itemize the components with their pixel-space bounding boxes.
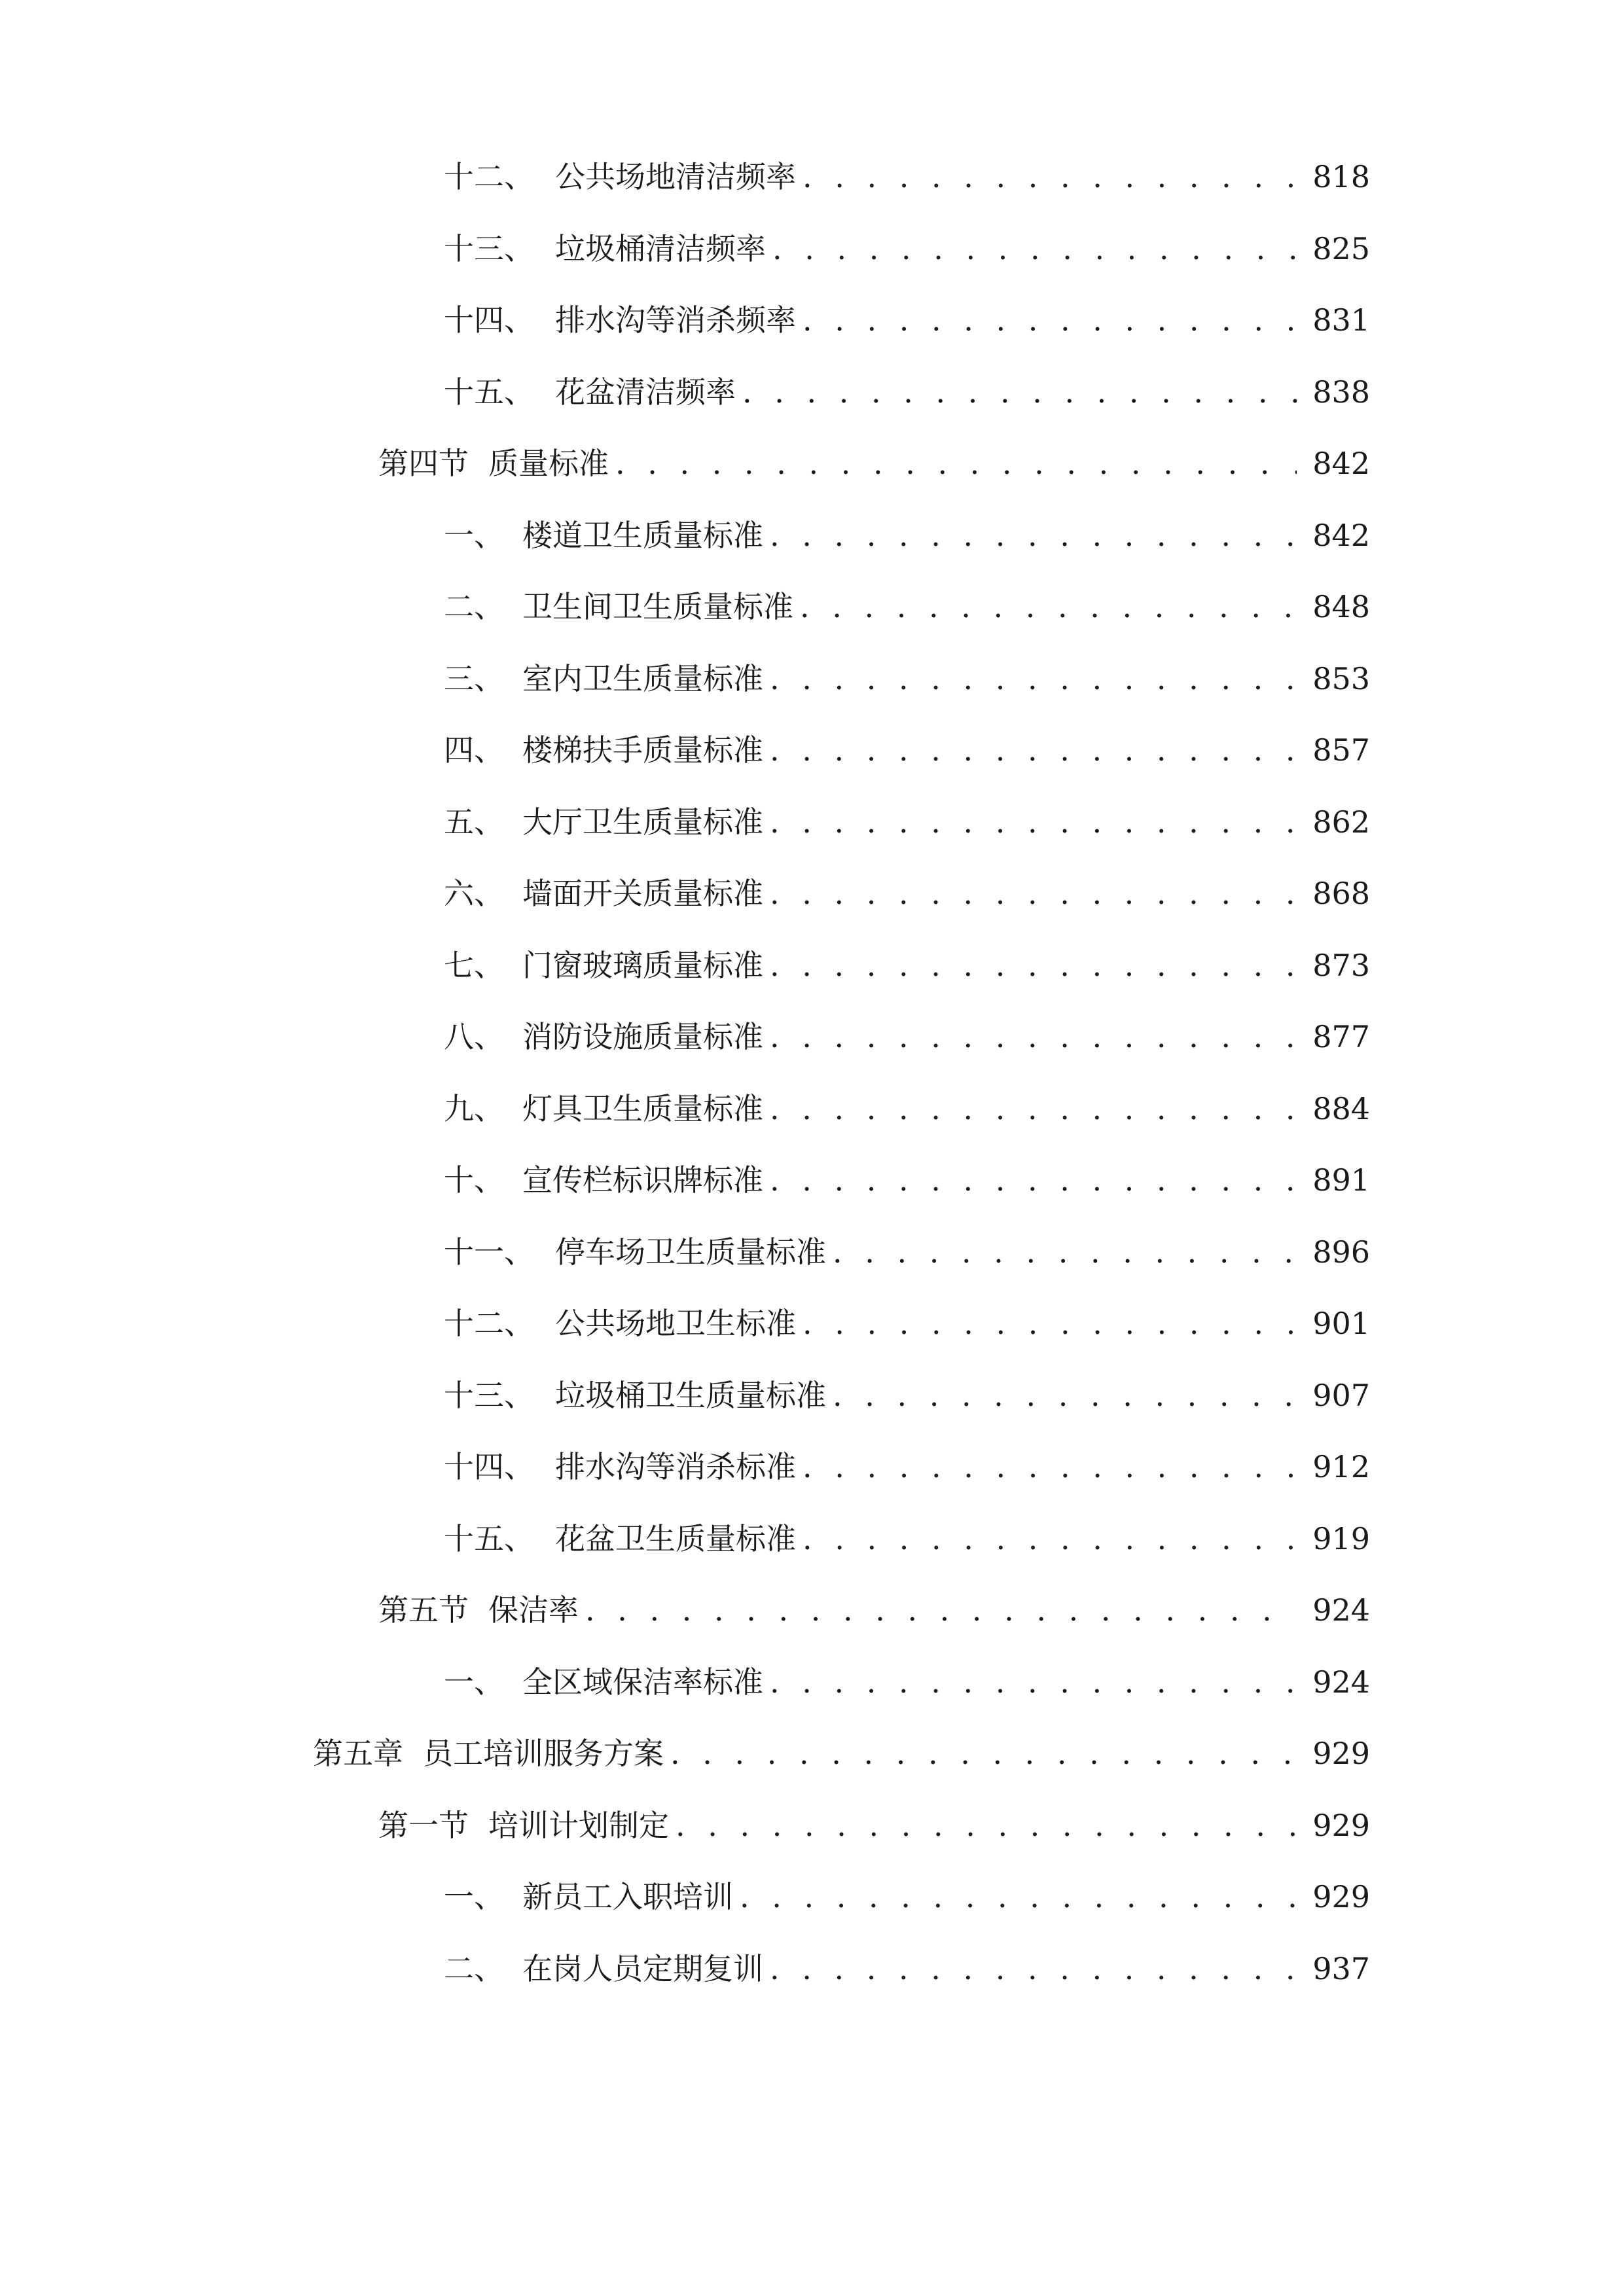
toc-page-number: 838 xyxy=(1312,374,1370,410)
toc-page-number: 907 xyxy=(1312,1378,1370,1413)
toc-entry[interactable] xyxy=(444,926,1370,985)
toc-dot-leader xyxy=(803,1519,1297,1558)
toc-page-number: 825 xyxy=(1312,231,1370,266)
toc-entry-title: 灯具卫生质量标准 xyxy=(522,1091,763,1126)
toc-entry-title: 墙面开关质量标准 xyxy=(522,876,763,911)
toc-entry-title: 楼梯扶手质量标准 xyxy=(522,732,763,768)
toc-dot-leader xyxy=(770,1949,1297,1988)
toc-entry[interactable] xyxy=(444,1857,1370,1916)
toc-entry[interactable] xyxy=(444,1356,1370,1415)
toc-entry[interactable] xyxy=(444,1069,1370,1128)
toc-dot-leader xyxy=(585,1590,1297,1630)
toc-entry[interactable] xyxy=(444,496,1370,555)
toc-entry[interactable] xyxy=(444,1929,1370,1988)
toc-entry-title: 培训计划制定 xyxy=(488,1808,669,1843)
toc-page-number: 831 xyxy=(1312,302,1370,338)
toc-page-number: 912 xyxy=(1312,1449,1370,1484)
toc-page-number: 857 xyxy=(1312,732,1370,768)
toc-entry-title: 卫生间卫生质量标准 xyxy=(522,589,793,624)
toc-dot-leader xyxy=(770,1017,1297,1056)
toc-entry-number: 三、 xyxy=(444,661,504,696)
toc-entry-number: 十三、 xyxy=(444,231,534,266)
toc-dot-leader xyxy=(833,1232,1297,1272)
toc-entry-number: 五、 xyxy=(444,804,504,840)
toc-dot-leader xyxy=(770,659,1297,698)
toc-page-number: 862 xyxy=(1312,804,1370,840)
toc-entry[interactable] xyxy=(444,281,1370,340)
toc-entry[interactable] xyxy=(444,1499,1370,1558)
toc-entry-title: 公共场地卫生标准 xyxy=(555,1306,796,1341)
toc-entry[interactable] xyxy=(313,1714,1370,1773)
toc-entry[interactable] xyxy=(444,353,1370,412)
toc-dot-leader xyxy=(740,1877,1297,1916)
toc-dot-leader xyxy=(803,157,1297,196)
toc-entry-number: 九、 xyxy=(444,1091,504,1126)
toc-entry-number: 十五、 xyxy=(444,1521,534,1556)
toc-entry-number: 一、 xyxy=(444,518,504,553)
toc-entry-title: 宣传栏标识牌标准 xyxy=(522,1162,763,1198)
toc-entry-title: 公共场地清洁频率 xyxy=(555,159,796,194)
toc-page-number: 937 xyxy=(1312,1951,1370,1986)
toc-page-number: 924 xyxy=(1312,1592,1370,1628)
toc-entry[interactable] xyxy=(444,1284,1370,1343)
toc-dot-leader xyxy=(770,946,1297,985)
toc-entry[interactable] xyxy=(444,997,1370,1056)
toc-entry-number: 一、 xyxy=(444,1879,504,1914)
toc-entry[interactable] xyxy=(444,1141,1370,1200)
toc-page-number: 848 xyxy=(1312,589,1370,624)
toc-entry-title: 大厅卫生质量标准 xyxy=(522,804,763,840)
toc-entry[interactable] xyxy=(378,1786,1370,1845)
toc-entry[interactable] xyxy=(444,137,1370,196)
toc-entry-title: 新员工入职培训 xyxy=(522,1879,733,1914)
toc-dot-leader xyxy=(770,1089,1297,1128)
toc-page-number: 873 xyxy=(1312,948,1370,983)
toc-dot-leader xyxy=(803,300,1297,340)
toc-entry-title: 楼道卫生质量标准 xyxy=(522,518,763,553)
toc-entry-number: 十二、 xyxy=(444,1306,534,1341)
toc-entry-number: 二、 xyxy=(444,589,504,624)
toc-entry-title: 花盆清洁频率 xyxy=(555,374,736,410)
toc-entry-number: 七、 xyxy=(444,948,504,983)
toc-entry[interactable] xyxy=(378,424,1370,483)
toc-entry[interactable] xyxy=(444,783,1370,842)
toc-dot-leader xyxy=(670,1734,1297,1773)
toc-entry-title: 全区域保洁率标准 xyxy=(522,1664,763,1700)
toc-entry-title: 排水沟等消杀标准 xyxy=(555,1449,796,1484)
toc-dot-leader xyxy=(770,874,1297,913)
toc-dot-leader xyxy=(770,802,1297,842)
toc-dot-leader xyxy=(800,587,1297,626)
toc-entry-title: 室内卫生质量标准 xyxy=(522,661,763,696)
toc-entry-title: 员工培训服务方案 xyxy=(423,1736,664,1771)
toc-dot-leader xyxy=(676,1806,1297,1845)
toc-entry-title: 垃圾桶清洁频率 xyxy=(555,231,766,266)
toc-page-number: 929 xyxy=(1312,1736,1370,1771)
toc-page-number: 929 xyxy=(1312,1808,1370,1843)
toc-entry[interactable] xyxy=(444,1643,1370,1702)
toc-page-number: 929 xyxy=(1312,1879,1370,1914)
toc-page-number: 919 xyxy=(1312,1521,1370,1556)
toc-entry-number: 十二、 xyxy=(444,159,534,194)
toc-entry[interactable] xyxy=(444,1213,1370,1272)
toc-entry-number: 一、 xyxy=(444,1664,504,1700)
toc-entry-number: 十四、 xyxy=(444,302,534,338)
toc-page-number: 853 xyxy=(1312,661,1370,696)
toc-entry-title: 停车场卫生质量标准 xyxy=(555,1234,826,1270)
toc-page-number: 891 xyxy=(1312,1162,1370,1198)
toc-dot-leader xyxy=(770,1160,1297,1200)
toc-entry[interactable] xyxy=(444,854,1370,913)
toc-page-number: 877 xyxy=(1312,1019,1370,1054)
toc-page-number: 818 xyxy=(1312,159,1370,194)
toc-entry-title: 保洁率 xyxy=(488,1592,579,1628)
toc-entry-number: 第五节 xyxy=(378,1592,469,1628)
toc-entry-number: 六、 xyxy=(444,876,504,911)
toc-entry-number: 二、 xyxy=(444,1951,504,1986)
toc-dot-leader xyxy=(803,1447,1297,1486)
toc-dot-leader xyxy=(833,1376,1297,1415)
toc-entry[interactable] xyxy=(444,639,1370,698)
toc-page-number: 896 xyxy=(1312,1234,1370,1270)
toc-entry-number: 十三、 xyxy=(444,1378,534,1413)
toc-entry-number: 十四、 xyxy=(444,1449,534,1484)
toc-entry-number: 十五、 xyxy=(444,374,534,410)
toc-entry-number: 第五章 xyxy=(313,1736,403,1771)
toc-dot-leader xyxy=(803,1304,1297,1343)
toc-dot-leader xyxy=(770,730,1297,770)
toc-entry[interactable] xyxy=(378,1571,1370,1630)
toc-entry-title: 垃圾桶卫生质量标准 xyxy=(555,1378,826,1413)
toc-dot-leader xyxy=(615,444,1297,483)
toc-page-number: 884 xyxy=(1312,1091,1370,1126)
toc-entry-number: 八、 xyxy=(444,1019,504,1054)
toc-dot-leader xyxy=(742,372,1297,412)
toc-dot-leader xyxy=(770,1662,1297,1702)
toc-entry-title: 消防设施质量标准 xyxy=(522,1019,763,1054)
toc-entry-number: 十、 xyxy=(444,1162,504,1198)
toc-entry[interactable] xyxy=(444,567,1370,626)
toc-entry-number: 第一节 xyxy=(378,1808,469,1843)
toc-dot-leader xyxy=(772,229,1297,268)
toc-entry-title: 门窗玻璃质量标准 xyxy=(522,948,763,983)
toc-entry-title: 排水沟等消杀频率 xyxy=(555,302,796,338)
toc-entry[interactable] xyxy=(444,209,1370,268)
toc-entry[interactable] xyxy=(444,711,1370,770)
toc-entry-title: 在岗人员定期复训 xyxy=(522,1951,763,1986)
toc-page-number: 901 xyxy=(1312,1306,1370,1341)
toc-page-number: 868 xyxy=(1312,876,1370,911)
toc-entry[interactable] xyxy=(444,1427,1370,1486)
toc-dot-leader xyxy=(770,516,1297,555)
toc-page-number: 842 xyxy=(1312,518,1370,553)
toc-page-number: 924 xyxy=(1312,1664,1370,1700)
toc-entry-number: 四、 xyxy=(444,732,504,768)
toc-entry-number: 第四节 xyxy=(378,446,469,481)
toc-entry-number: 十一、 xyxy=(444,1234,534,1270)
toc-page-number: 842 xyxy=(1312,446,1370,481)
toc-entry-title: 花盆卫生质量标准 xyxy=(555,1521,796,1556)
toc-entry-title: 质量标准 xyxy=(488,446,609,481)
